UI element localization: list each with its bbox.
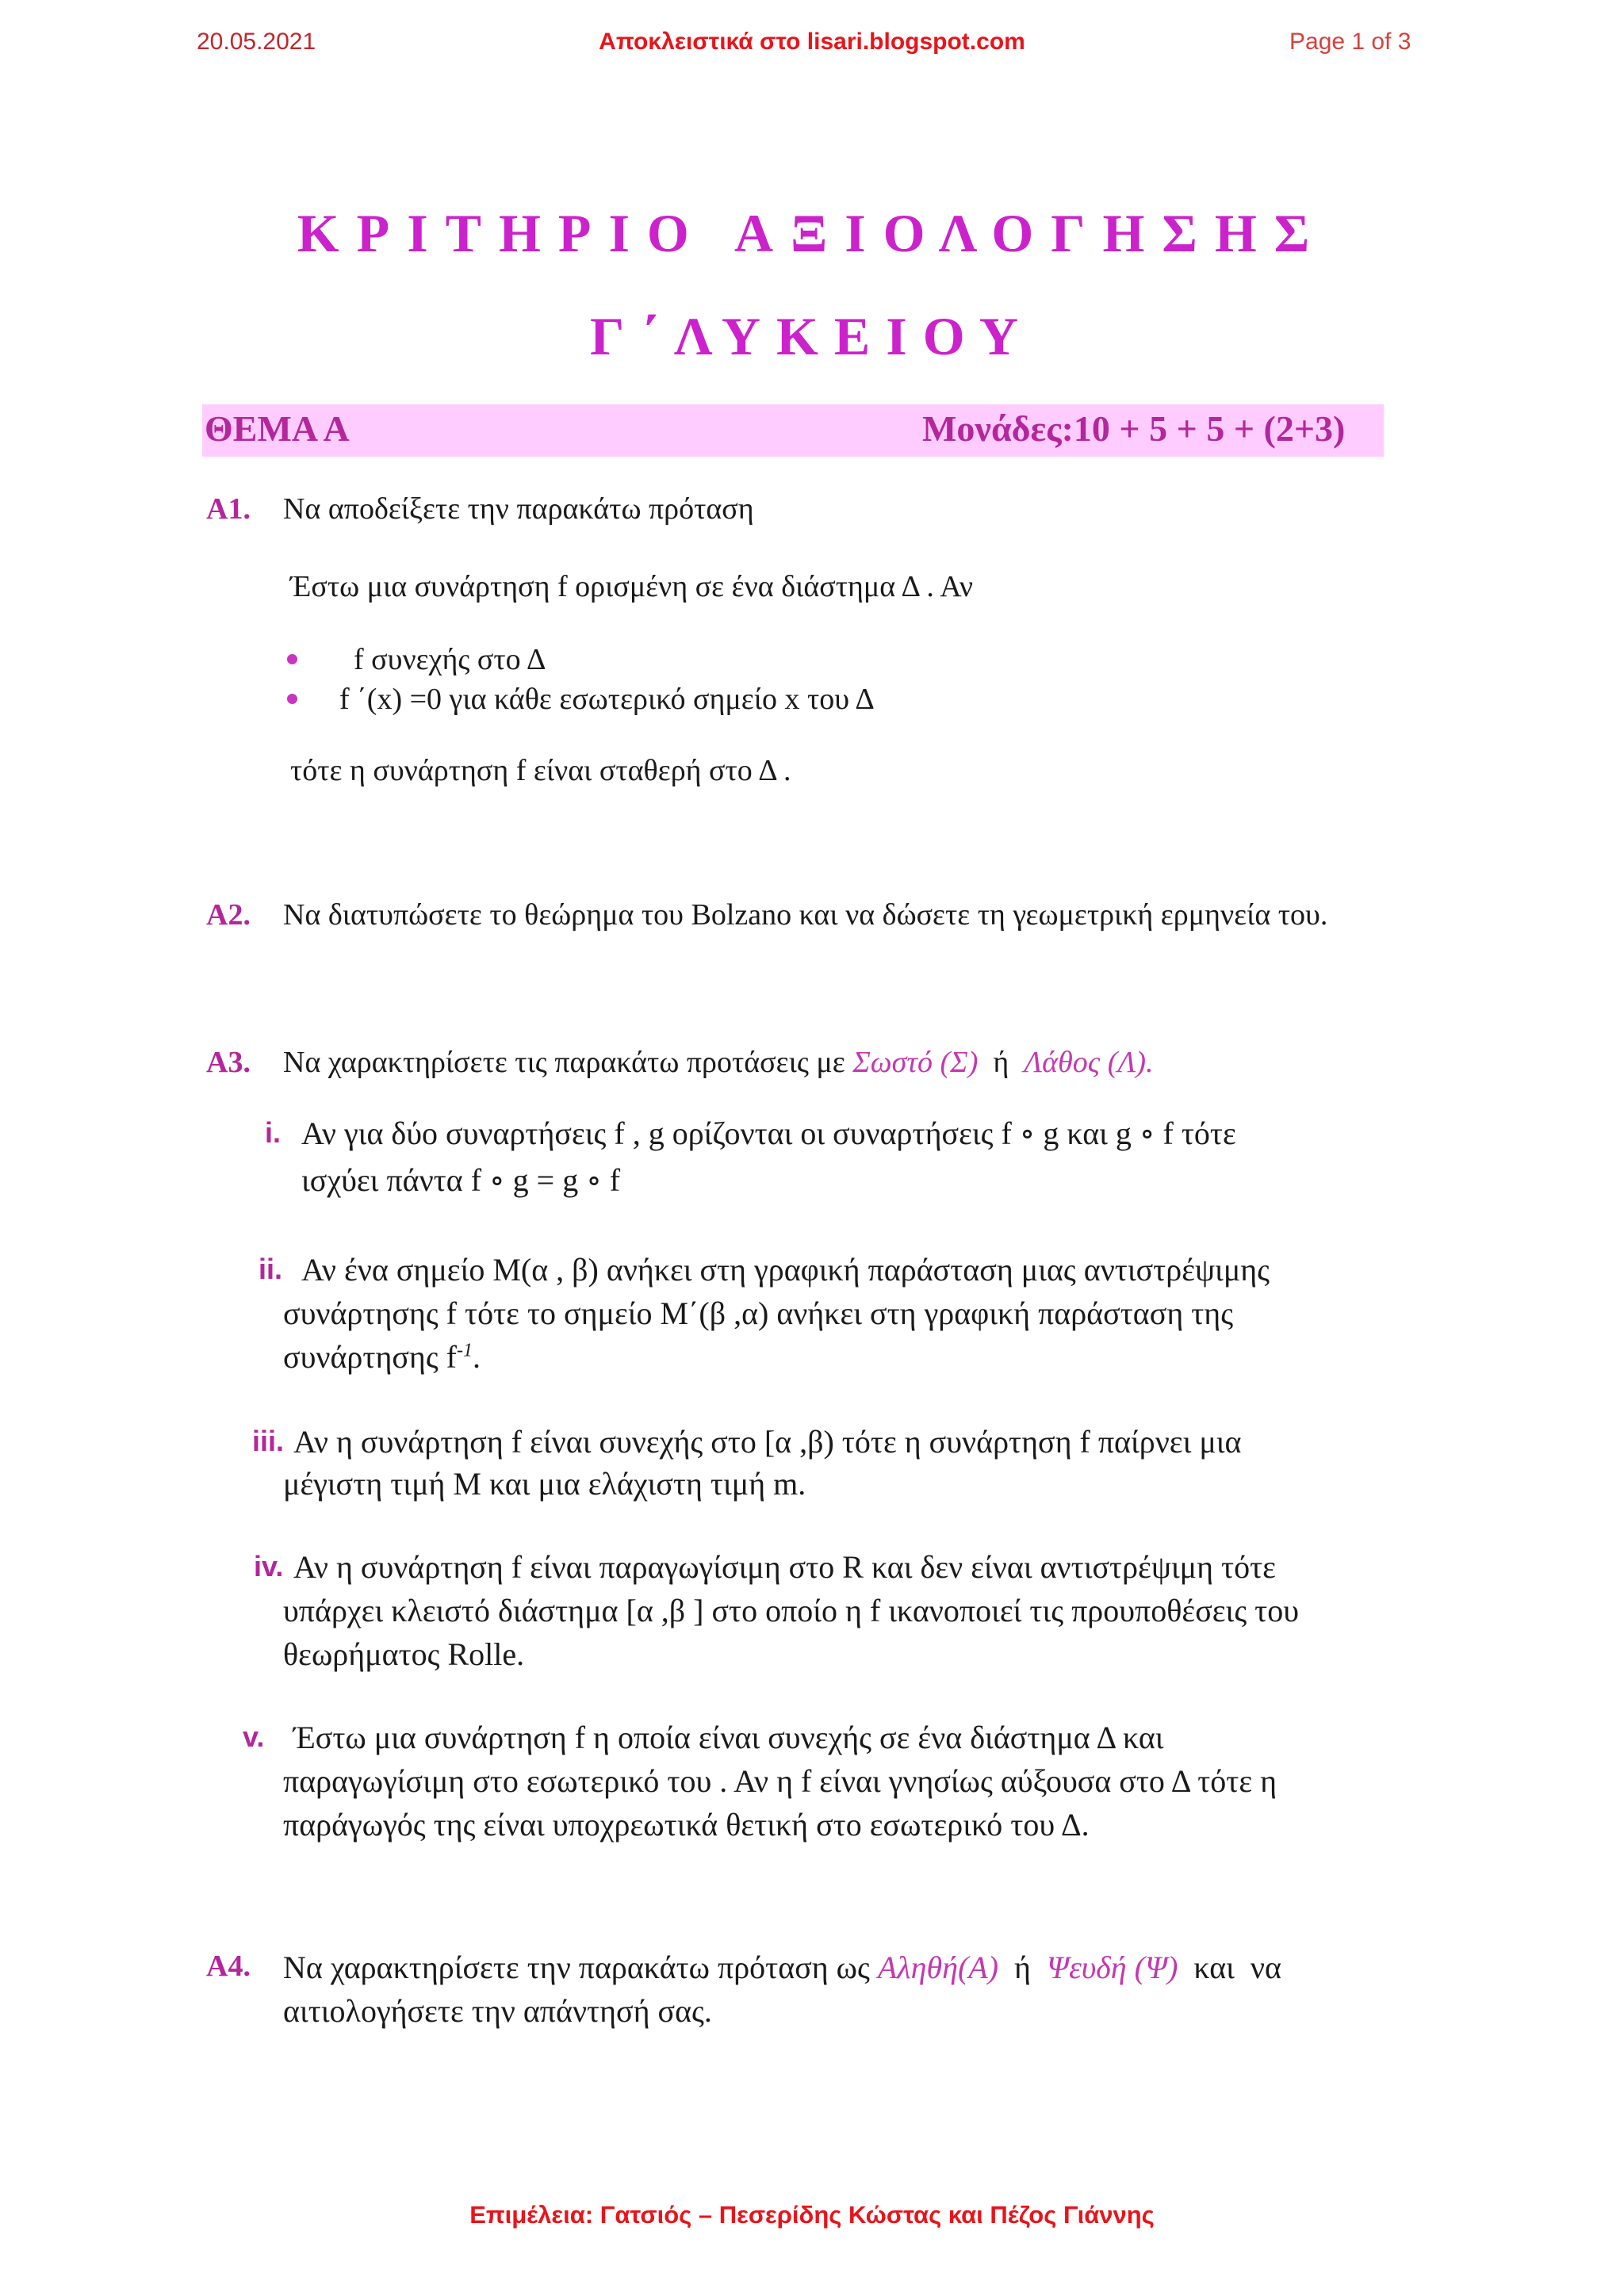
statement-v-line-1: Έστω μια συνάρτηση f η οποία είναι συνεχής σε ένα διάστημα Δ και <box>293 1720 1164 1755</box>
a3-wrong-label: Λάθος (Λ). <box>1024 1046 1154 1079</box>
question-a2-text: Να διατυπώσετε το θεώρημα του Bolzano και να δώσετε τη γεωμετρική ερμηνεία του. <box>283 898 1328 932</box>
statement-v-line-2: παραγωγίσιμη στο εσωτερικό του . Αν η f είναι γνησίως αύξουσα στο Δ τότε η <box>283 1763 1277 1799</box>
statement-ii-period: . <box>473 1339 481 1375</box>
header-date: 20.05.2021 <box>197 29 316 55</box>
statement-iii-line-1: Αν η συνάρτηση f είναι συνεχής στο [α ,β) τότε η συνάρτηση f παίρνει μια <box>293 1424 1242 1460</box>
statement-iv-line-2: υπάρχει κλειστό διάστημα [α ,β ] στο οποίο η f ικανοποιεί τις προυποθέσεις του <box>283 1593 1300 1628</box>
question-a1-number: Α1. <box>206 492 251 526</box>
a3-prompt: Να χαρακτηρίσετε τις παρακάτω προτάσεις με <box>283 1046 853 1079</box>
question-a1-text: Να αποδείξετε την παρακάτω πρόταση <box>283 492 754 526</box>
statement-ii-line-2: συνάρτησης f τότε το σημείο Μ΄(β ,α) ανήκει στη γραφική παράσταση της <box>283 1295 1234 1331</box>
statement-ii-line-3-text: συνάρτησης f <box>283 1339 458 1375</box>
statement-ii-line-3 <box>283 1338 481 1376</box>
header-site: Αποκλειστικά στο lisari.blogspot.com <box>599 29 1025 55</box>
header-page-number: Page 1 of 3 <box>1289 29 1411 55</box>
a1-conclusion: τότε η συνάρτηση f είναι σταθερή στο Δ . <box>290 754 791 787</box>
statement-i-line-2: ισχύει πάντα f ∘ g = g ∘ f <box>301 1162 621 1198</box>
bullet-marker <box>287 694 297 704</box>
footer-credits: Επιμέλεια: Γατσιός – Πεσερίδης Κώστας και Πέζος Γιάννης <box>469 2201 1155 2229</box>
question-a2-number: Α2. <box>206 898 251 932</box>
question-a3-number: Α3. <box>206 1046 251 1079</box>
statement-iii-number: iii. <box>252 1425 285 1457</box>
a3-correct-label: Σωστό (Σ) <box>852 1046 979 1079</box>
question-a4-line-2: αιτιολογήσετε την απάντησή σας. <box>283 1993 712 2029</box>
statement-ii-line-1: Αν ένα σημείο Μ(α , β) ανήκει στη γραφική παράσταση μιας αντιστρέψιμης <box>301 1252 1270 1288</box>
statement-ii-number: ii. <box>259 1253 283 1285</box>
theme-points: Μονάδες:10 + 5 + 5 + (2+3) <box>922 408 1346 449</box>
statement-iv-line-1: Αν η συνάρτηση f είναι παραγωγίσιμη στο R και δεν είναι αντιστρέψιμη τότε <box>293 1549 1276 1585</box>
bullet-marker <box>287 654 297 664</box>
statement-iv-number: iv. <box>254 1550 284 1582</box>
a3-or: ή <box>978 1046 1025 1079</box>
question-a4-number: Α4. <box>206 1950 251 1983</box>
inverse-exponent: -1 <box>457 1340 473 1361</box>
a1-bullet-2: f ΄(x) =0 για κάθε εσωτερικό σημείο x του Δ <box>339 683 875 716</box>
statement-i-number: i. <box>265 1116 282 1149</box>
theme-label: ΘΕΜΑ Α <box>205 408 350 449</box>
statement-i-line-1: Αν για δύο συναρτήσεις f , g ορίζονται οι συναρτήσεις f ∘ g και g ∘ f τότε <box>301 1115 1236 1151</box>
statement-iv-line-3: θεωρήματος Rolle. <box>283 1636 525 1672</box>
a4-true-label: Αληθή(Α) <box>877 1950 999 1985</box>
a1-intro: Έστω μια συνάρτηση f ορισμένη σε ένα διάστημα Δ . Αν <box>290 570 974 603</box>
statement-v-number: v. <box>243 1720 265 1753</box>
a4-false-label: Ψευδή (Ψ) <box>1046 1950 1178 1985</box>
page-subtitle: Γ΄ΛΥΚΕΙΟΥ <box>589 306 1034 366</box>
statement-v-line-3: παράγωγός της είναι υποχρεωτικά θετική στο εσωτερικό του Δ. <box>283 1807 1090 1843</box>
a4-prompt: Να χαρακτηρίσετε την παρακάτω πρόταση ως <box>283 1950 878 1985</box>
question-a4-text <box>283 1949 1281 1986</box>
question-a3-text <box>283 1045 1153 1080</box>
a4-or: ή <box>998 1950 1047 1985</box>
statement-iii-line-2: μέγιστη τιμή M και μια ελάχιστη τιμή m. <box>283 1466 806 1502</box>
a1-bullet-1: f συνεχής στο Δ <box>354 643 546 676</box>
a4-tail: και να <box>1178 1950 1281 1985</box>
page-title: ΚΡΙΤΗΡΙΟ ΑΞΙΟΛΟΓΗΣΗΣ <box>297 203 1327 263</box>
